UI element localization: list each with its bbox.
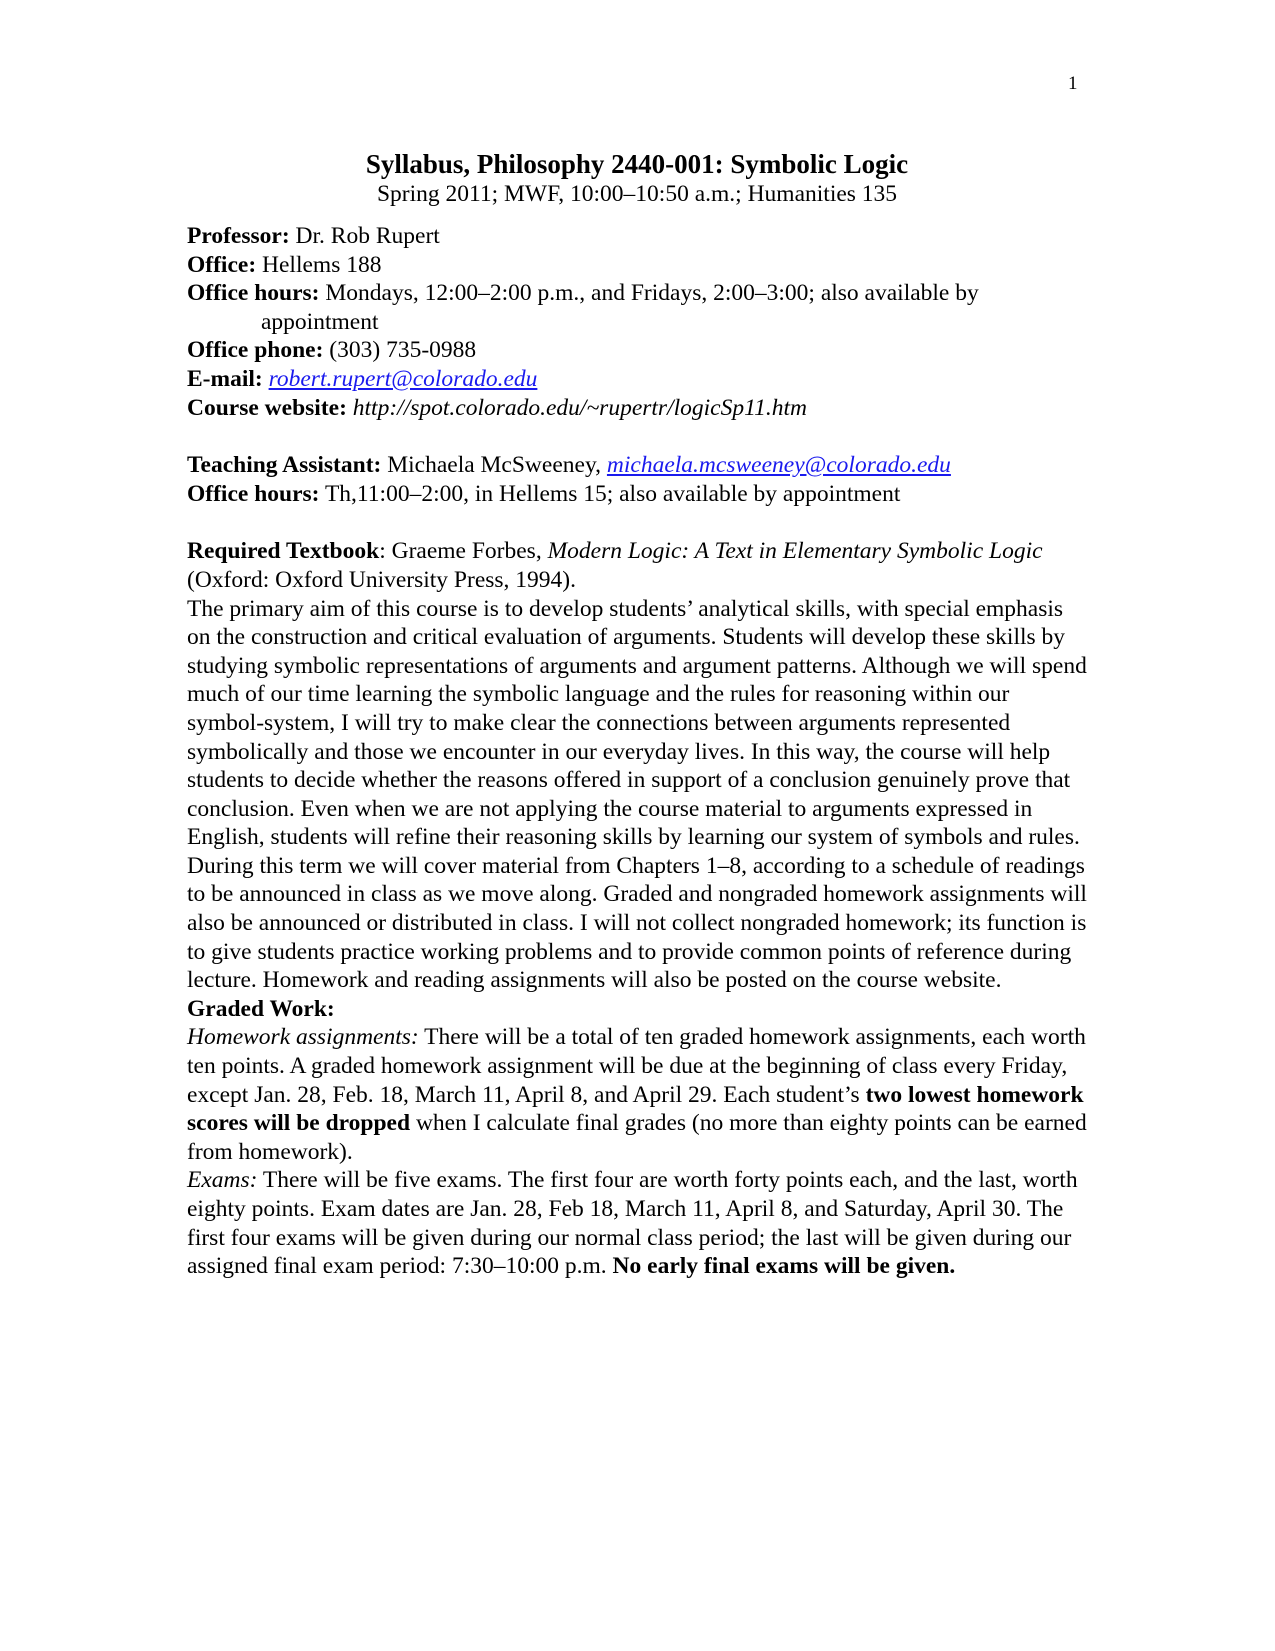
textbook-author: : Graeme Forbes, [379, 538, 548, 565]
ta-email-link[interactable]: michaela.mcsweeney@colorado.edu [606, 452, 951, 479]
professor-label: Professor: [187, 223, 290, 249]
professor-value: Dr. Rob Rupert [289, 223, 440, 249]
ta-label: Teaching Assistant: [187, 452, 382, 479]
homework-bold: two lowest homework scores will be dropped [187, 1081, 1084, 1137]
exams-paragraph [187, 1166, 1087, 1280]
email-label: E-mail: [187, 365, 263, 392]
office-phone-value: (303) 735-0988 [323, 337, 477, 364]
document-body [187, 148, 1087, 1281]
website-url: http://spot.colorado.edu/~rupertr/logicSp11.htm [352, 394, 807, 421]
ta-hours-line [187, 480, 1087, 509]
graded-work-heading [187, 995, 1087, 1024]
ta-hours-value: Th,11:00–2:00, in Hellems 15; also available by appointment [319, 480, 901, 507]
website-line [187, 394, 1087, 423]
office-hours-line [187, 279, 1087, 336]
ta-hours-label: Office hours: [187, 480, 320, 507]
professor-line [187, 222, 1087, 251]
contact-info [187, 222, 1087, 422]
textbook-title: Modern Logic: A Text in Elementary Symbolic Logic [547, 538, 1043, 565]
email-line [187, 365, 1087, 394]
term-paragraph: During this term we will cover material from Chapters 1–8, according to a schedule of readings to be announced in class as we move along. Graded and nongraded homework assignments will also be announced or distributed in class. I will not collect nongraded homework; its function is to give students practice working problems and to provide common points of reference during lecture. Homework and reading assignments will also be posted on the course website. [187, 852, 1087, 994]
exams-bold: No early final exams will be given. [612, 1253, 956, 1280]
website-label: Course website: [187, 394, 347, 421]
document-title: Syllabus, Philosophy 2440-001: Symbolic Logic [365, 149, 909, 179]
textbook-label: Required Textbook [187, 538, 380, 565]
ta-info [187, 451, 1087, 508]
aim-paragraph: The primary aim of this course is to develop students’ analytical skills, with special emphasis on the construction and critical evaluation of arguments. Students will develop these skills by studying symbolic representations of arguments and argument patterns. Although we will spend much of our time learning the symbolic language and the rules for reasoning within our symbol-system, I will try to make clear the connections between arguments represented symbolically and those we encounter in our everyday lives. In this way, the course will help students to decide whether the reasons offered in support of a conclusion genuinely prove that conclusion. Even when we are not applying the course material to arguments expressed in English, students will refine their reasoning skills by learning our system of symbols and rules. [187, 595, 1087, 851]
office-hours-value: Mondays, 12:00–2:00 p.m., and Fridays, 2:00–3:00; also available by appointment [261, 280, 979, 335]
title-block [187, 148, 1087, 208]
office-value: Hellems 188 [256, 251, 382, 278]
page-number: 1 [1068, 73, 1078, 94]
graded-work-heading-text: Graded Work: [187, 995, 335, 1022]
exams-label: Exams: [187, 1167, 258, 1194]
office-label: Office: [187, 251, 257, 278]
exams-text-1: There will be five exams. The first four are worth forty points each, and the last, worth eighty points. Exam dates are Jan. 28, Feb 18, March 11, April 8, and Saturday, April 30. The first four exams will be given during our normal class period; the last will be given during our assigned final exam period: 7:30–10:00 p.m. [187, 1167, 1078, 1280]
ta-name: Michaela McSweeney, [381, 452, 607, 479]
office-hours-label: Office hours: [187, 280, 320, 307]
textbook-paragraph [187, 537, 1087, 594]
textbook-publisher: (Oxford: Oxford University Press, 1994). [187, 566, 577, 593]
office-phone-line [187, 336, 1087, 365]
homework-paragraph [187, 1023, 1087, 1166]
office-line [187, 251, 1087, 280]
email-link[interactable]: robert.rupert@colorado.edu [268, 365, 538, 392]
office-phone-label: Office phone: [187, 337, 324, 364]
homework-text-1: There will be a total of ten graded homework assignments, each worth ten points. A graded homework assignment will be due at the beginning of class every Friday, except Jan. 28, Feb. 18, March 11, April 8, and April 29. Each student’s [187, 1024, 1086, 1108]
ta-line [187, 451, 1087, 480]
document-subtitle: Spring 2011; MWF, 10:00–10:50 a.m.; Humanities 135 [376, 181, 898, 207]
homework-text-2: when I calculate final grades (no more than eighty points can be earned from homework). [187, 1110, 1087, 1165]
homework-label: Homework assignments: [187, 1024, 419, 1051]
